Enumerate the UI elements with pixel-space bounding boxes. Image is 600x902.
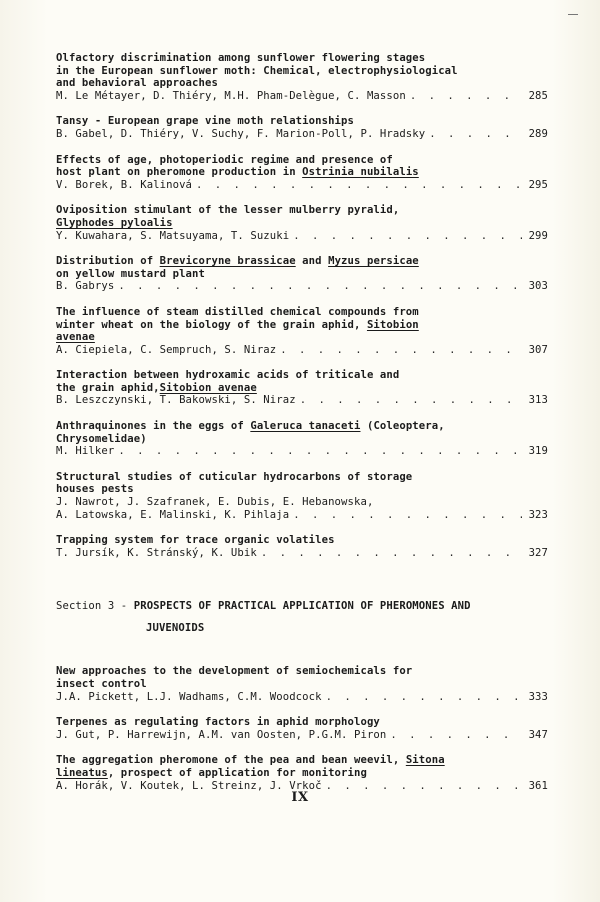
entry-authors: M. Hilker [56,445,115,458]
species-name: Glyphodes pyloalis [56,216,173,229]
dot-leader [406,90,522,103]
title-line [56,420,548,433]
entry-title [56,154,548,179]
entry-title [56,52,548,90]
entry-page-number: 313 [528,394,548,407]
dot-leader [425,128,522,141]
page-number: IX [291,790,309,805]
entry-authors-row [56,547,548,560]
entry-authors: T. Jursík, K. Stránský, K. Ubik [56,546,257,559]
entry-authors: B. Gabel, D. Thiéry, V. Suchy, F. Marion-Poll, P. Hradsky [56,127,426,140]
entry-title [56,665,548,690]
title-line [56,754,548,767]
entry-page-number: 323 [528,508,548,521]
entry-authors-row [56,691,548,704]
species-name: Sitona [405,754,445,767]
toc-entry [56,52,548,102]
species-name: Sitobion avenae [159,381,257,394]
title-line [56,166,548,179]
entry-authors-row [56,280,548,293]
title-line [56,319,548,332]
species-name: lineatus [56,766,108,779]
title-line: Oviposition stimulant of the lesser mulberry pyralid, [56,204,400,217]
toc-entry [56,754,548,792]
entry-title [56,716,548,729]
entry-title [56,369,548,394]
table-of-contents [56,52,548,805]
toc-entry [56,306,548,356]
title-line: insect control [56,678,147,690]
title-text: Distribution of [56,255,160,268]
entry-authors-row [56,509,548,522]
title-line: Chrysomelidae) [56,432,147,445]
title-line: New approaches to the development of semiochemicals for [56,665,413,678]
species-name: Myzus persicae [328,255,419,268]
toc-entry [56,154,548,192]
entry-authors-row [56,230,548,243]
section-label: Section 3 - [56,600,134,613]
section-title-continued: JUVENOIDS [146,622,205,635]
entry-authors: J. Gut, P. Harrewijn, A.M. van Oosten, P.G.M. Piron [56,728,387,741]
entry-authors: J.A. Pickett, L.J. Wadhams, C.M. Woodcock [56,690,322,703]
dot-leader [257,547,522,560]
entry-title [56,471,548,496]
entry-page-number: 333 [528,690,548,703]
dot-leader [296,394,522,407]
title-line: and behavioral approaches [56,77,218,90]
entry-title [56,754,548,779]
title-line: Terpenes as regulating factors in aphid morphology [56,716,380,729]
entry-authors-row [56,729,548,742]
entry-authors-row [56,445,548,458]
entry-authors-row [56,344,548,357]
entry-authors-row [56,128,548,141]
title-line: Effects of age, photoperiodic regime and presence of [56,153,393,166]
title-line: Olfactory discrimination among sunflower flowering stages [56,52,426,64]
entry-title [56,306,548,344]
toc-entry [56,665,548,703]
title-line: in the European sunflower moth: Chemical, electrophysiological [56,64,458,77]
dot-leader [192,179,522,192]
entry-authors-row [56,179,548,192]
title-line: Trapping system for trace organic volatiles [56,534,335,547]
title-line: houses pests [56,483,134,496]
title-line [56,382,548,395]
entry-authors: M. Le Métayer, D. Thiéry, M.H. Pham-Delègue, C. Masson [56,89,406,102]
toc-entry [56,716,548,741]
toc-entry [56,534,548,559]
entry-authors: V. Borek, B. Kalinová [56,178,193,191]
entry-authors-row [56,394,548,407]
entry-authors: A. Ciepiela, C. Sempruch, S. Niraz [56,343,277,356]
title-text: (Coleoptera, [360,420,445,433]
entry-title [56,255,548,280]
section-title: PROSPECTS OF PRACTICAL APPLICATION OF PHEROMONES AND [133,600,471,613]
entry-authors: A. Latowska, E. Malinski, K. Pihlaja [56,508,290,521]
entry-authors: B. Gabrys [56,280,115,293]
toc-entry [56,420,548,458]
species-name: Brevicoryne brassicae [159,255,296,268]
title-text: host plant on pheromone production in [56,166,303,179]
entry-page-number: 285 [528,89,548,102]
title-line: The influence of steam distilled chemical compounds from [56,305,419,318]
dot-leader [114,280,522,293]
dot-leader [386,729,522,742]
title-text: the grain aphid, [56,381,160,394]
entry-authors-row [56,90,548,103]
title-line [56,255,548,268]
dot-leader [322,691,522,704]
species-name: Galeruca tanaceti [250,420,361,433]
toc-entry [56,471,548,521]
entry-authors: B. Leszczynski, T. Bakowski, S. Niraz [56,394,296,407]
title-text: winter wheat on the biology of the grain aphid, [56,318,367,331]
entry-page-number: 347 [528,728,548,741]
title-line: Interaction between hydroxamic acids of triticale and [56,369,400,382]
entry-authors-pre: J. Nawrot, J. Szafranek, E. Dubis, E. Hebanowska, [56,496,374,509]
title-line: Tansy - European grape vine moth relationships [56,115,354,128]
title-line [56,217,548,230]
entry-page-number: 307 [528,343,548,356]
entry-title [56,420,548,445]
dot-leader [289,509,522,522]
entry-page-number: 319 [528,445,548,458]
title-text: , prospect of application for monitoring [107,766,367,779]
dot-leader [114,445,522,458]
entry-page-number: 361 [528,779,548,792]
title-text: Anthraquinones in the eggs of [56,420,251,433]
title-text: The aggregation pheromone of the pea and bean weevil, [56,754,406,767]
title-text: and [295,255,329,268]
toc-entry [56,369,548,407]
entry-title [56,115,548,128]
dot-leader [289,230,522,243]
entry-page-number: 295 [528,178,548,191]
section-heading [56,595,548,639]
title-line [56,767,548,780]
entry-page-number: 303 [528,280,548,293]
toc-entry [56,115,548,140]
species-name: Sitobion [366,318,419,331]
entry-page-number: 299 [528,229,548,242]
title-line: Structural studies of cuticular hydrocarbons of storage [56,470,413,483]
scan-mark [568,14,578,15]
entry-page-number: 327 [528,546,548,559]
toc-entry [56,204,548,242]
toc-entry [56,255,548,293]
entry-authors: A. Horák, V. Koutek, L. Streinz, J. Vrkoč [56,779,322,792]
species-name: avenae [56,331,95,344]
title-line [56,331,548,344]
entry-page-number: 289 [528,127,548,140]
entry-title [56,204,548,229]
title-line: on yellow mustard plant [56,267,205,280]
species-name: Ostrinia nubilalis [302,166,419,179]
entry-title [56,534,548,547]
dot-leader [276,344,522,357]
entry-authors: Y. Kuwahara, S. Matsuyama, T. Suzuki [56,229,290,242]
